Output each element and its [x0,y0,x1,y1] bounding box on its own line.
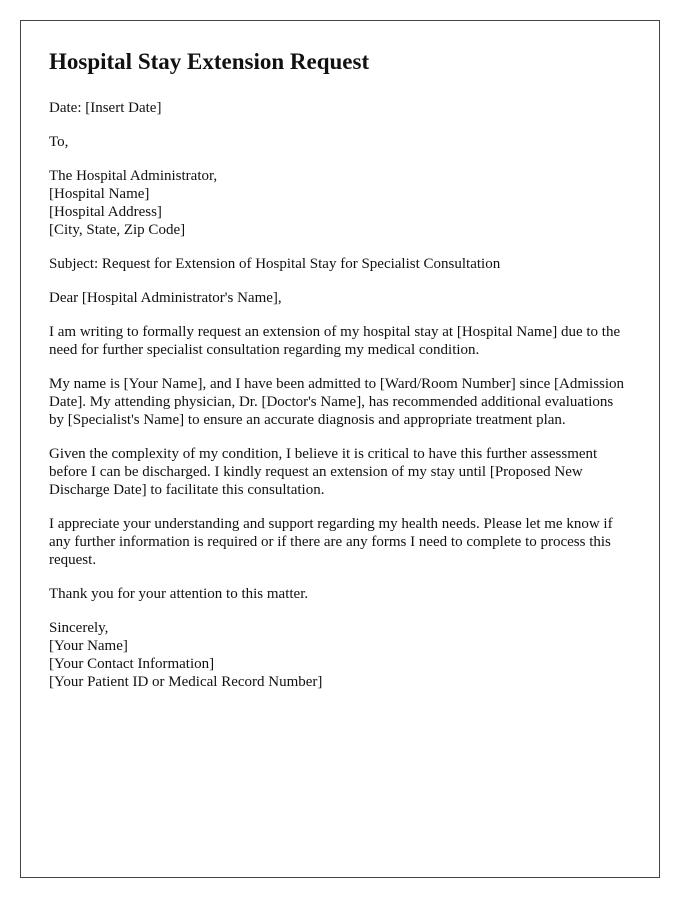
body-paragraph: Thank you for your attention to this matter. [49,586,309,602]
body-paragraph: I am writing to formally request an extension of my hospital stay at [Hospital Name] due to the need for further specialist consultation regarding my medical condition. [49,324,621,358]
subject-line: Subject: Request for Extension of Hospital Stay for Specialist Consultation [49,256,501,272]
recipient-line: [City, State, Zip Code] [49,222,186,238]
letter-page [20,20,660,878]
recipient-line: [Hospital Address] [49,204,162,220]
body-paragraph: My name is [Your Name], and I have been admitted to [Ward/Room Number] since [Admission Date]. My attending physician, Dr. [Doctor's Name], has recommended additional evaluations by [Specialist's Name] to ensure an accurate diagnosis and appropriate treatment plan. [49,376,625,428]
signature-line: [Your Name] [49,638,128,654]
signature-line: [Your Contact Information] [49,656,215,672]
recipient-block [49,167,631,239]
date-line: Date: [Insert Date] [49,100,162,116]
letter-title: Hospital Stay Extension Request [49,49,370,74]
to-line: To, [49,134,69,150]
signature-block [49,619,631,691]
recipient-line: [Hospital Name] [49,186,150,202]
salutation: Dear [Hospital Administrator's Name], [49,290,282,306]
closing: Sincerely, [49,620,109,636]
body-paragraph: Given the complexity of my condition, I believe it is critical to have this further assessment before I can be discharged. I kindly request an extension of my stay until [Proposed New Discharge Date] to facilitate this consultation. [49,446,598,498]
body-paragraph: I appreciate your understanding and support regarding my health needs. Please let me know if any further information is required or if there are any forms I need to complete to process this request. [49,516,613,568]
signature-line: [Your Patient ID or Medical Record Number] [49,674,323,690]
recipient-line: The Hospital Administrator, [49,168,218,184]
